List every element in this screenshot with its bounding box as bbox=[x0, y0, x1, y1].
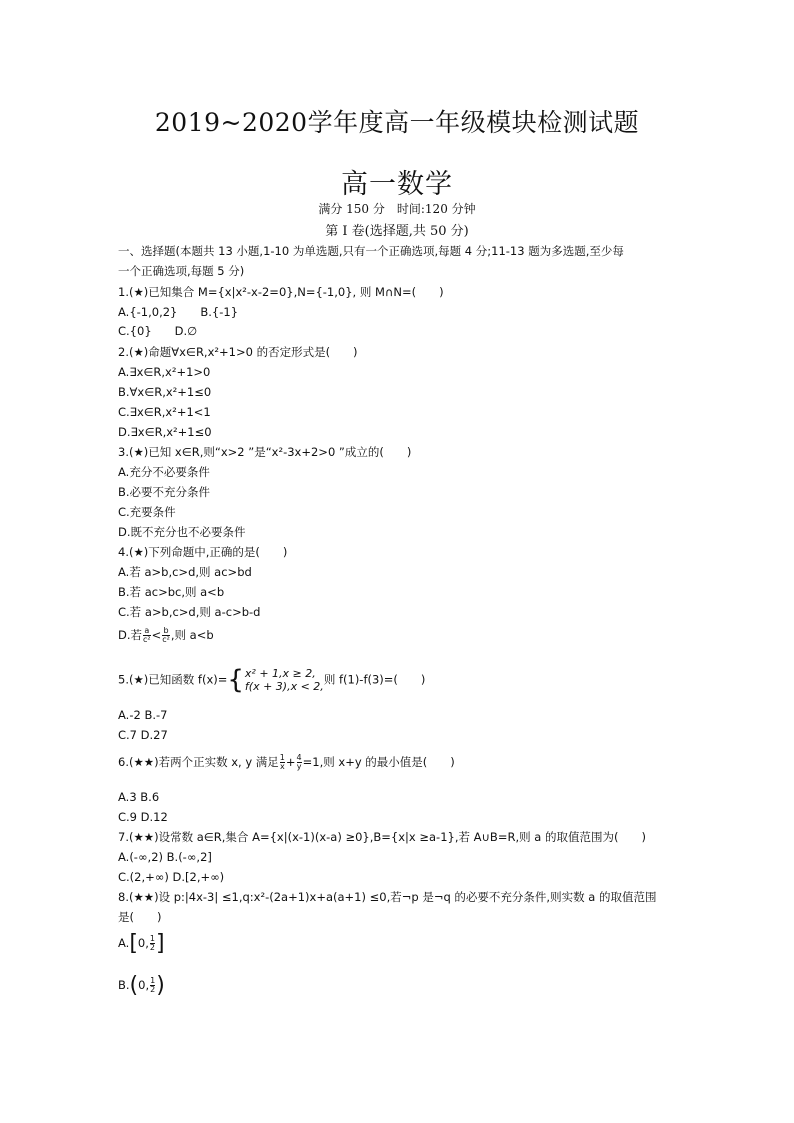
q6-fraction-1 bbox=[280, 754, 285, 771]
q1-options-ab: A.{-1,0,2} B.{-1} bbox=[118, 305, 239, 319]
q2-stem: 2.(★)命题∀x∈R,x²+1>0 的否定形式是( ) bbox=[118, 345, 358, 359]
q4-d-den1: c² bbox=[143, 635, 151, 644]
q4-d-suffix: ,则 a<b bbox=[170, 628, 214, 642]
piecewise-brace: { bbox=[227, 665, 244, 695]
q7-options-cd: C.(2,+∞) D.[2,+∞) bbox=[118, 870, 225, 884]
q3-option-c: C.充要条件 bbox=[118, 505, 176, 519]
q8-a-close-bracket: ] bbox=[156, 931, 165, 956]
subject-title: 高一数学 bbox=[341, 169, 453, 200]
q6-num1: 1 bbox=[279, 753, 285, 762]
q2-option-c: C.∃x∈R,x²+1<1 bbox=[118, 405, 211, 419]
part-title: 第 I 卷(选择题,共 50 分) bbox=[325, 224, 469, 239]
q4-option-c: C.若 a>b,c>d,则 a-c>b-d bbox=[118, 605, 261, 619]
q8-a-zero: 0, bbox=[137, 936, 149, 950]
piecewise-cases bbox=[245, 667, 324, 693]
q6-options-ab: A.3 B.6 bbox=[118, 790, 160, 804]
q8-a-den: 2 bbox=[149, 943, 155, 952]
q5-case-1: x² + 1,x ≥ 2, bbox=[244, 667, 316, 680]
q8-option-b bbox=[118, 973, 165, 998]
q2-option-d: D.∃x∈R,x²+1≤0 bbox=[118, 425, 212, 439]
q8-b-den: 2 bbox=[150, 985, 156, 994]
q4-d-prefix: D.若 bbox=[118, 628, 143, 642]
q4-option-b: B.若 ac>bc,则 a<b bbox=[118, 585, 225, 599]
q3-stem: 3.(★)已知 x∈R,则“x>2 ”是“x²-3x+2>0 ”成立的( ) bbox=[118, 445, 412, 459]
q6-stem-prefix: 6.(★★)若两个正实数 x, y 满足 bbox=[118, 755, 279, 769]
q6-plus: + bbox=[285, 755, 296, 769]
section-intro-line-1: 一、选择题(本题共 13 小题,1-10 为单选题,只有一个正确选项,每题 4 分;11-13 题为多选题,至少每 bbox=[118, 244, 624, 258]
q4-d-fraction-2 bbox=[162, 627, 170, 644]
q1-stem: 1.(★)已知集合 M={x|x²-x-2=0},N={-1,0}, 则 M∩N=( ) bbox=[118, 285, 444, 299]
q7-stem: 7.(★★)设常数 a∈R,集合 A={x|(x-1)(x-a) ≥0},B={x|x ≥a-1},若 A∪B=R,则 a 的取值范围为( ) bbox=[118, 830, 646, 844]
q8-b-label: B. bbox=[118, 978, 130, 992]
q8-option-a bbox=[118, 931, 165, 956]
q8-b-fraction bbox=[150, 977, 155, 994]
q8-b-close-paren: ) bbox=[156, 973, 165, 998]
q3-option-a: A.充分不必要条件 bbox=[118, 465, 210, 479]
q2-option-b: B.∀x∈R,x²+1≤0 bbox=[118, 385, 212, 399]
q2-option-a: A.∃x∈R,x²+1>0 bbox=[118, 365, 211, 379]
q7-options-ab: A.(-∞,2) B.(-∞,2] bbox=[118, 850, 212, 864]
score-time-line: 满分 150 分 时间:120 分钟 bbox=[318, 202, 476, 216]
q8-a-fraction bbox=[150, 935, 155, 952]
q4-d-lt: < bbox=[151, 628, 162, 642]
q6-den1: x bbox=[279, 762, 285, 771]
q5-stem-prefix: 5.(★)已知函数 f(x)= bbox=[118, 672, 228, 687]
q4-d-fraction-1 bbox=[143, 627, 151, 644]
q5-stem bbox=[118, 667, 425, 693]
q3-option-b: B.必要不充分条件 bbox=[118, 485, 211, 499]
q8-a-num: 1 bbox=[149, 934, 155, 943]
q6-options-cd: C.9 D.12 bbox=[118, 810, 168, 824]
q6-num2: 4 bbox=[296, 753, 302, 762]
q6-den2: y bbox=[296, 762, 302, 771]
q4-d-num2: b bbox=[163, 626, 169, 635]
q5-options-ab: A.-2 B.-7 bbox=[118, 708, 168, 722]
exam-title: 2019~2020学年度高一年级模块检测试题 bbox=[154, 108, 640, 137]
q5-case-2: f(x + 3),x < 2, bbox=[244, 680, 324, 693]
q5-options-cd: C.7 D.27 bbox=[118, 728, 168, 742]
q4-d-den2: c² bbox=[162, 635, 170, 644]
q8-stem-line-2: 是( ) bbox=[118, 910, 162, 924]
q8-b-zero: 0, bbox=[138, 978, 150, 992]
q4-option-d bbox=[118, 627, 214, 644]
section-intro-line-2: 一个正确选项,每题 5 分) bbox=[118, 264, 245, 278]
q8-stem-line-1: 8.(★★)设 p:|4x-3| ≤1,q:x²-(2a+1)x+a(a+1) ≤0,若¬p 是¬q 的必要不充分条件,则实数 a 的取值范围 bbox=[118, 890, 657, 904]
q4-d-num1: a bbox=[144, 626, 150, 635]
q6-fraction-2 bbox=[297, 754, 302, 771]
q4-stem: 4.(★)下列命题中,正确的是( ) bbox=[118, 545, 288, 559]
q8-b-open-paren: ( bbox=[129, 973, 139, 998]
q6-stem-suffix: =1,则 x+y 的最小值是( ) bbox=[302, 755, 455, 769]
q4-option-a: A.若 a>b,c>d,则 ac>bd bbox=[118, 565, 252, 579]
q3-option-d: D.既不充分也不必要条件 bbox=[118, 525, 246, 539]
q5-stem-suffix: 则 f(1)-f(3)=( ) bbox=[323, 672, 426, 687]
q1-options-cd: C.{0} D.∅ bbox=[118, 324, 198, 338]
q8-a-open-bracket: [ bbox=[129, 931, 138, 956]
q6-stem bbox=[118, 754, 455, 771]
q8-b-num: 1 bbox=[150, 976, 156, 985]
q8-a-label: A. bbox=[118, 936, 130, 950]
